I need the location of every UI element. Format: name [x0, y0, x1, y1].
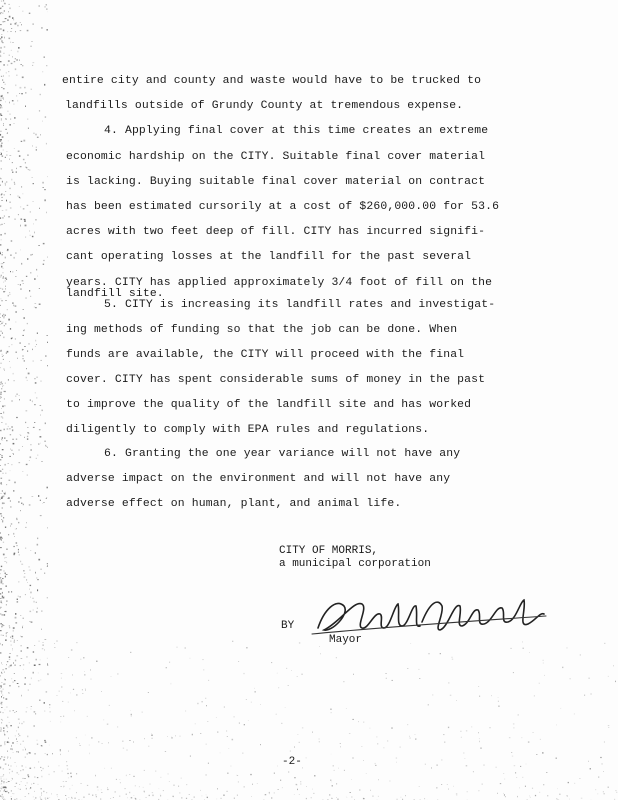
text-line: diligently to comply with EPA rules and regulations.	[66, 424, 430, 436]
text-line: has been estimated cursorily at a cost of $260,000.00 for 53.6	[66, 201, 500, 213]
text-line: acres with two feet deep of fill. CITY has incurred signifi-	[66, 226, 486, 238]
text-line: years. CITY has applied approximately 3/4 foot of fill on the	[66, 277, 493, 289]
text-line: economic hardship on the CITY. Suitable final cover material	[66, 151, 486, 163]
text-line: landfill site.	[66, 288, 164, 300]
text-line: cant operating losses at the landfill for the past several	[66, 251, 472, 263]
signatory-entity-name: CITY OF MORRIS,	[279, 545, 379, 557]
text-line: funds are available, the CITY will proceed with the final	[66, 349, 465, 361]
text-line: ing methods of funding so that the job can be done. When	[66, 324, 458, 336]
by-label: BY	[281, 620, 295, 632]
signatory-entity-description: a municipal corporation	[279, 558, 431, 570]
text-line: entire city and county and waste would have to be trucked to	[62, 75, 482, 87]
text-line: is lacking. Buying suitable final cover material on contract	[66, 176, 486, 188]
text-line: to improve the quality of the landfill site and has worked	[66, 399, 472, 411]
text-line: 6. Granting the one year variance will not have any	[104, 448, 461, 460]
signatory-title: Mayor	[329, 634, 363, 646]
scan-noise-bottom	[0, 640, 618, 800]
text-line: adverse effect on human, plant, and animal life.	[66, 498, 402, 510]
text-line: cover. CITY has spent considerable sums of money in the past	[66, 374, 486, 386]
text-line: landfills outside of Grundy County at tremendous expense.	[65, 100, 464, 112]
page-number: -2-	[282, 756, 302, 768]
text-line: 4. Applying final cover at this time creates an extreme	[104, 125, 489, 137]
text-line: adverse impact on the environment and will not have any	[66, 473, 451, 485]
text-line: 5. CITY is increasing its landfill rates and investigat-	[104, 299, 496, 311]
